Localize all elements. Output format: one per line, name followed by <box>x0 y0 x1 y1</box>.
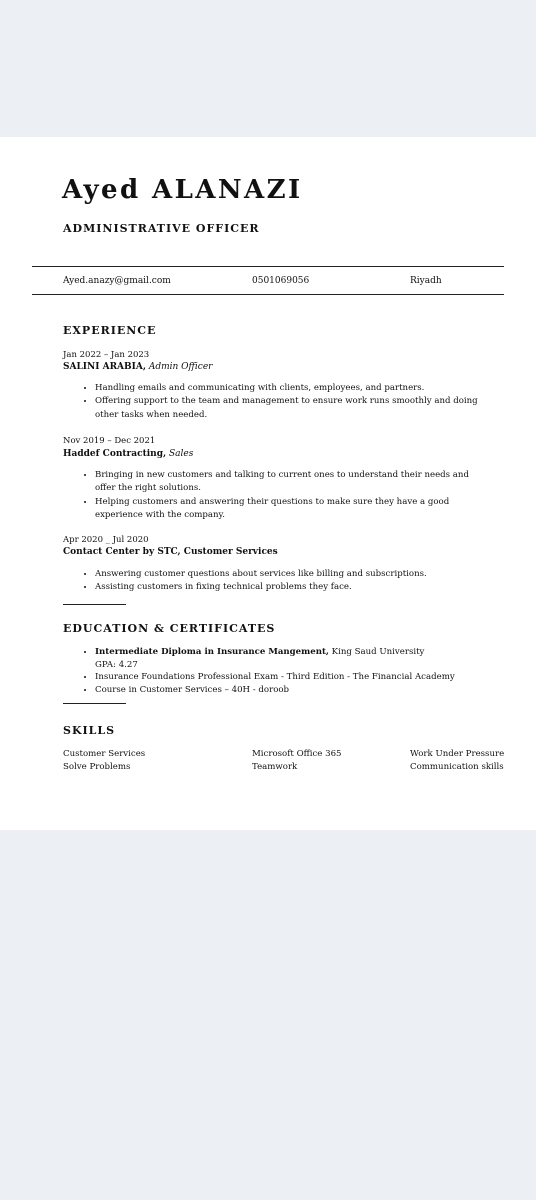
skills-column-2 <box>252 748 342 774</box>
skills-column-1 <box>63 748 145 774</box>
job-company-line <box>63 547 278 557</box>
job-dates: Apr 2020 _ Jul 2020 <box>63 535 149 545</box>
resume-page <box>0 137 536 830</box>
job-bullet: • Answering customer questions about services like billing and subscriptions. <box>95 568 490 581</box>
job-company: Haddef Contracting, <box>63 449 167 459</box>
job-bullet: • Handling emails and communicating with clients, employees, and partners. <box>95 382 490 395</box>
education-item-title: Intermediate Diploma in Insurance Mangement, <box>95 647 329 657</box>
section-divider <box>63 604 126 605</box>
skill-item: Customer Services <box>63 749 146 759</box>
job-company: SALINI ARABIA, <box>63 362 146 372</box>
contact-top-rule <box>32 266 504 267</box>
skills-heading: SKILLS <box>63 724 116 737</box>
experience-heading: EXPERIENCE <box>63 324 157 337</box>
education-item-institution: King Saud University <box>328 647 425 657</box>
job-bullet: • Bringing in new customers and talking to current ones to understand their needs and offer the right solutions. <box>95 469 490 496</box>
job-role: Admin Officer <box>148 362 213 372</box>
job-bullet: • Assisting customers in fixing technical problems they face. <box>95 581 490 594</box>
contact-email: Ayed.anazy@gmail.com <box>63 276 171 286</box>
skill-item: Teamwork <box>252 762 298 772</box>
education-list <box>78 646 490 696</box>
job-bullets <box>78 469 490 522</box>
education-item: • Insurance Foundations Professional Exam - Third Edition - The Financial Academy <box>95 671 490 684</box>
section-divider <box>63 703 126 704</box>
education-heading: EDUCATION & CERTIFICATES <box>63 622 276 635</box>
skill-item: Work Under Pressure <box>410 749 505 759</box>
skill-item: Communication skills <box>410 762 504 772</box>
job-company-line <box>63 362 212 372</box>
education-item-gpa: GPA: 4.27 <box>95 659 138 670</box>
education-item: • Course in Customer Services – 40H - doroob <box>95 684 490 697</box>
job-dates: Jan 2022 – Jan 2023 <box>63 350 150 360</box>
job-role: Sales <box>169 449 194 459</box>
job-company-line <box>63 449 193 459</box>
skill-item: Solve Problems <box>63 762 131 772</box>
job-dates: Nov 2019 – Dec 2021 <box>63 436 156 446</box>
candidate-name: Ayed ALANAZI <box>62 175 303 205</box>
job-bullet: • Offering support to the team and management to ensure work runs smoothly and doing other tasks when needed. <box>95 395 490 422</box>
skill-item: Microsoft Office 365 <box>252 749 342 759</box>
job-bullets <box>78 568 490 595</box>
contact-phone: 0501069056 <box>252 276 310 286</box>
skills-column-3 <box>410 748 504 774</box>
contact-bottom-rule <box>32 294 504 295</box>
job-company: Contact Center by STC, Customer Services <box>63 547 278 557</box>
contact-city: Riyadh <box>410 276 442 286</box>
education-item <box>95 646 490 671</box>
job-title: ADMINISTRATIVE OFFICER <box>63 222 260 235</box>
job-bullet: • Helping customers and answering their questions to make sure they have a good experience with the company. <box>95 496 490 523</box>
job-bullets <box>78 382 490 422</box>
